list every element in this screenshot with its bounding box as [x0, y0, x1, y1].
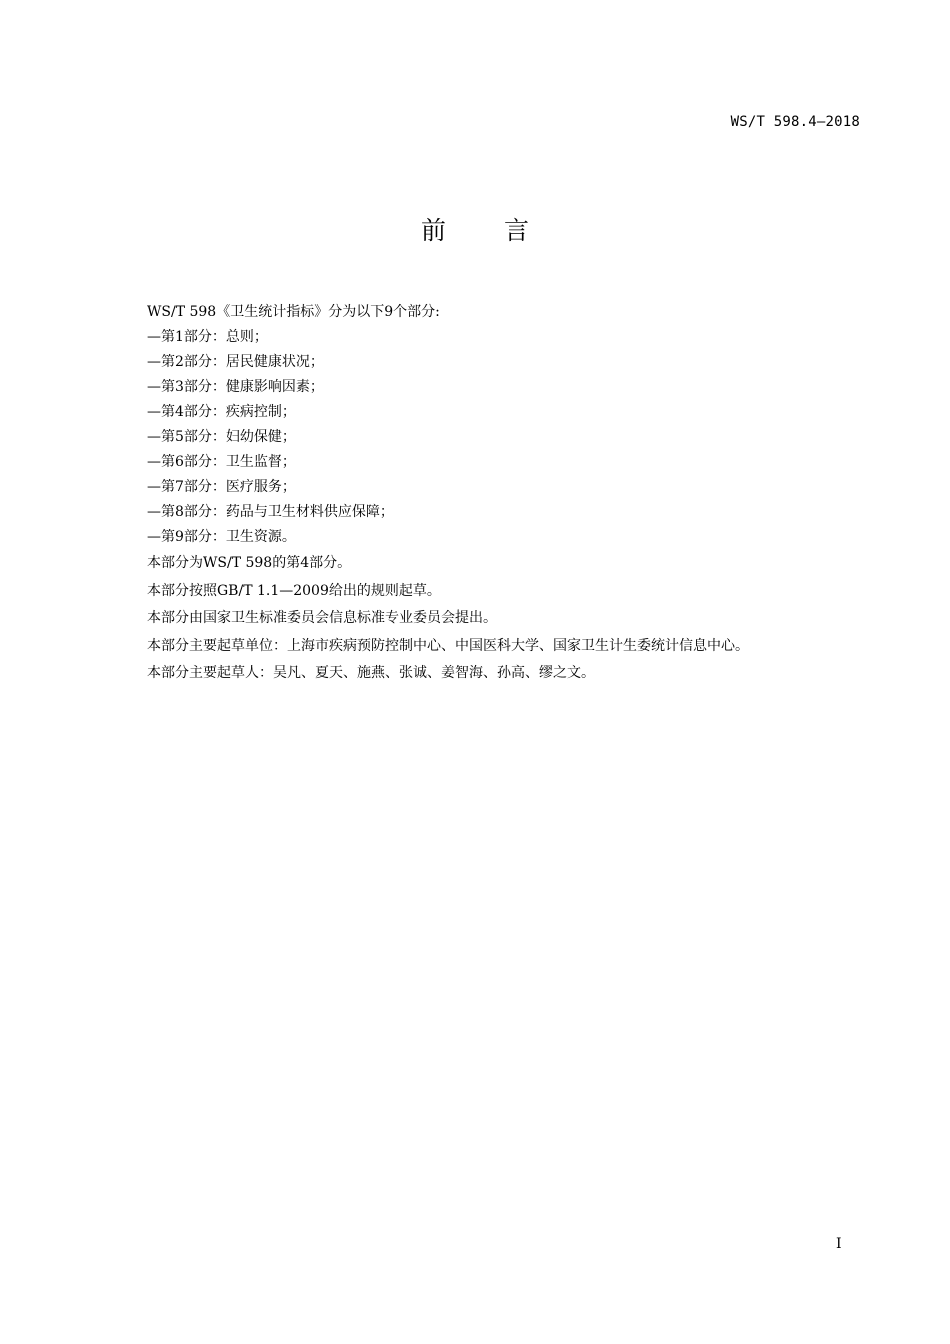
page-number: I [836, 1236, 842, 1252]
paragraph: 本部分主要起草单位：上海市疾病预防控制中心、中国医科大学、国家卫生计生委统计信息中心。 [147, 637, 749, 654]
standard-code: WS/T 598.4—2018 [730, 114, 860, 130]
paragraph: 本部分为WS/T 598的第4部分。 [147, 555, 352, 571]
part-item: —第4部分：疾病控制； [147, 404, 296, 420]
part-item: —第3部分：健康影响因素； [147, 379, 324, 395]
part-item: —第8部分：药品与卫生材料供应保障； [147, 504, 394, 520]
part-item: —第5部分：妇幼保健； [147, 429, 296, 445]
part-item: —第6部分：卫生监督； [147, 454, 296, 470]
foreword-body [147, 300, 867, 688]
paragraph: 本部分由国家卫生标准委员会信息标准专业委员会提出。 [147, 610, 497, 626]
intro-line: WS/T 598《卫生统计指标》分为以下9个部分: [147, 304, 440, 320]
part-item: —第9部分：卫生资源。 [147, 529, 296, 545]
page-title: 前言 [420, 216, 587, 245]
paragraph: 本部分按照GB/T 1.1—2009给出的规则起草。 [147, 582, 441, 599]
part-item: —第7部分：医疗服务； [147, 479, 296, 495]
paragraph: 本部分主要起草人：吴凡、夏天、施燕、张诚、姜智海、孙高、缪之文。 [147, 665, 595, 681]
part-item: —第1部分：总则； [147, 329, 268, 345]
part-item: —第2部分：居民健康状况； [147, 354, 324, 370]
